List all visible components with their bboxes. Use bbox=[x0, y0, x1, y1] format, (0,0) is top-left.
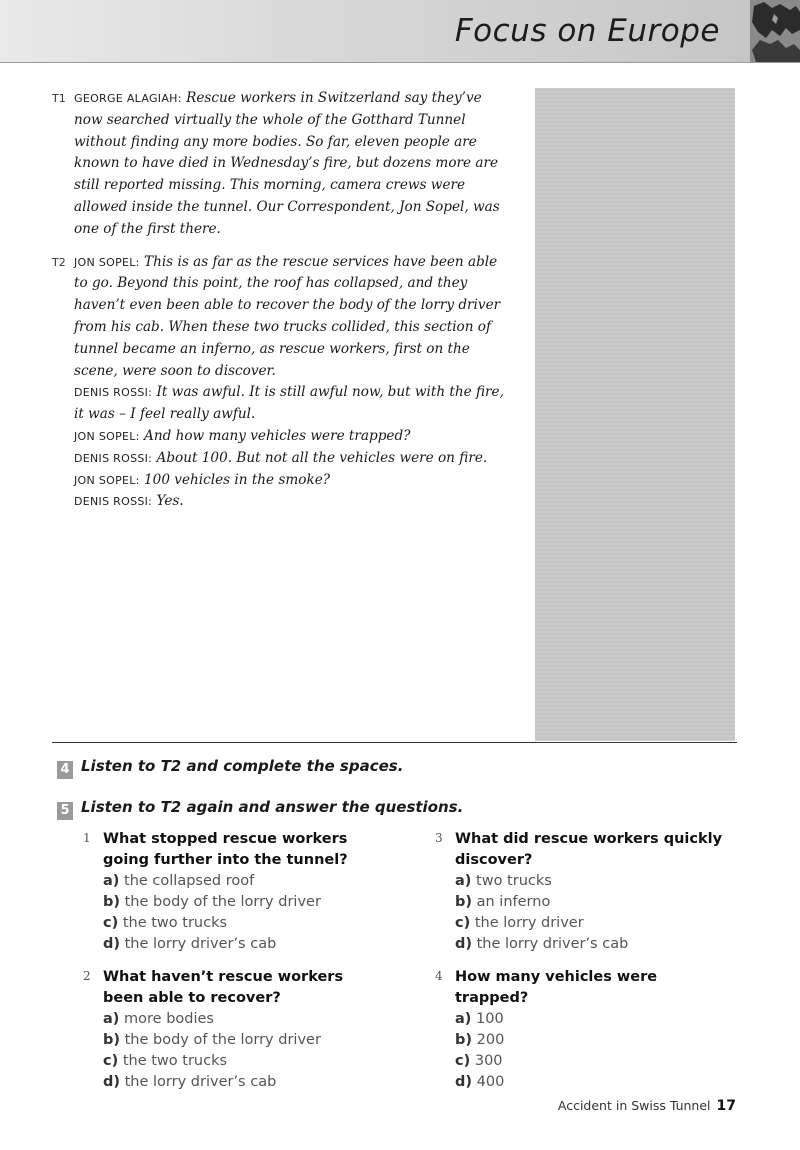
page-footer bbox=[558, 1098, 736, 1114]
speaker-label: JON SOPEL: bbox=[74, 473, 140, 487]
transcript-text: About 100. But not all the vehicles were on fire. bbox=[156, 449, 488, 466]
task-number-badge: 4 bbox=[57, 761, 73, 779]
question-2 bbox=[83, 967, 383, 1093]
speaker-label: GEORGE ALAGIAH: bbox=[74, 92, 182, 105]
page-title: Focus on Europe bbox=[454, 13, 720, 49]
answer-option: c) the two trucks bbox=[103, 1053, 228, 1069]
transcript-text: This is as far as the rescue services have been able to go. Beyond this point, the roof has collapsed, and they haven’t even been able to recover the body of the lorry driver from his cab. When these two trucks collided, this section of tunnel became an inferno, as rescue workers, first on the scene, were soon to discover. bbox=[74, 253, 501, 379]
answer-option: a) two trucks bbox=[455, 873, 552, 889]
question-text: What stopped rescue workers going further into the tunnel? bbox=[103, 831, 348, 868]
notes-column bbox=[535, 88, 735, 741]
transcript-line bbox=[74, 426, 512, 448]
questions-left-column bbox=[83, 829, 383, 1105]
speaker-label: DENIS ROSSI: bbox=[74, 495, 153, 509]
transcript-text: It was awful. It is still awful now, but with the fire, it was – I feel really awful. bbox=[74, 384, 504, 423]
answer-option: d) 400 bbox=[455, 1074, 505, 1090]
answer-option: b) 200 bbox=[455, 1032, 505, 1048]
answer-option: d) the lorry driver’s cab bbox=[103, 936, 277, 952]
answer-option: b) an inferno bbox=[455, 894, 551, 910]
question-number: 1 bbox=[83, 831, 91, 845]
answer-option: c) the two trucks bbox=[103, 915, 228, 931]
questions-right-column bbox=[435, 829, 735, 1105]
transcript-line bbox=[74, 491, 512, 513]
answer-option: d) the lorry driver’s cab bbox=[455, 936, 629, 952]
answer-option: a) more bodies bbox=[103, 1011, 214, 1027]
transcript-tag-t2: T2 bbox=[52, 255, 66, 269]
answer-option: a) the collapsed roof bbox=[103, 873, 255, 889]
question-3 bbox=[435, 829, 735, 955]
answer-option: c) the lorry driver bbox=[455, 915, 584, 931]
transcript-tag-t1: T1 bbox=[52, 92, 66, 105]
transcript-line bbox=[74, 382, 512, 426]
question-number: 3 bbox=[435, 831, 443, 845]
speaker-label: JON SOPEL: bbox=[74, 429, 140, 443]
answer-option: a) 100 bbox=[455, 1011, 504, 1027]
transcript bbox=[52, 88, 512, 524]
transcript-t2 bbox=[52, 252, 512, 514]
transcript-text: Rescue workers in Switzerland say they’ve now searched virtually the whole of the Gotthard Tunnel without finding any more bodies. So far, eleven people are known to have died in Wednesday’s fire, but dozens more are still reported missing. This morning, camera crews were allowed inside the tunnel. Our Correspondent, Jon Sopel, was one of the first there. bbox=[74, 90, 500, 237]
question-4 bbox=[435, 967, 735, 1093]
task-5 bbox=[57, 798, 463, 820]
transcript-text: 100 vehicles in the smoke? bbox=[144, 471, 331, 488]
question-text: How many vehicles were trapped? bbox=[455, 969, 658, 1006]
question-number: 2 bbox=[83, 969, 91, 983]
footer-title: Accident in Swiss Tunnel bbox=[557, 1098, 711, 1113]
question-number: 4 bbox=[435, 969, 443, 983]
transcript-text: Yes. bbox=[156, 493, 184, 510]
section-divider bbox=[52, 742, 737, 743]
answer-option: b) the body of the lorry driver bbox=[103, 894, 321, 910]
transcript-text: And how many vehicles were trapped? bbox=[144, 427, 411, 444]
answer-option: d) the lorry driver’s cab bbox=[103, 1074, 277, 1090]
answer-option: b) the body of the lorry driver bbox=[103, 1032, 321, 1048]
page-number: 17 bbox=[716, 1098, 736, 1114]
answer-option: c) 300 bbox=[455, 1053, 503, 1069]
transcript-t1 bbox=[52, 88, 512, 241]
europe-map-icon bbox=[750, 0, 800, 62]
question-text: What haven’t rescue workers been able to recover? bbox=[103, 969, 344, 1006]
speaker-label: JON SOPEL: bbox=[74, 255, 140, 269]
speaker-label: DENIS ROSSI: bbox=[74, 451, 153, 465]
speaker-label: DENIS ROSSI: bbox=[74, 386, 153, 400]
transcript-line bbox=[74, 448, 512, 470]
task-4 bbox=[57, 757, 403, 779]
task-instruction: Listen to T2 again and answer the questions. bbox=[81, 798, 464, 816]
transcript-line bbox=[74, 252, 512, 383]
transcript-line bbox=[74, 470, 512, 492]
question-text: What did rescue workers quickly discover? bbox=[455, 831, 723, 868]
question-1 bbox=[83, 829, 383, 955]
task-instruction: Listen to T2 and complete the spaces. bbox=[81, 757, 404, 775]
header-band bbox=[0, 0, 800, 63]
task-number-badge: 5 bbox=[57, 802, 73, 820]
